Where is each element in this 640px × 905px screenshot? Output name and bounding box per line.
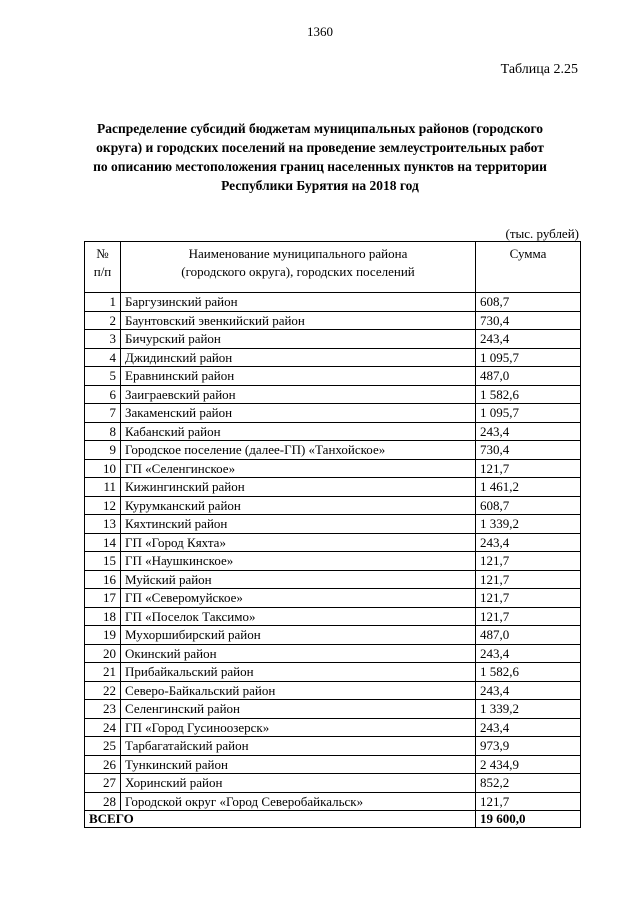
table-row xyxy=(85,515,581,534)
row-name: Городской округ «Город Северобайкальск» xyxy=(121,792,476,811)
units-label: (тыс. рублей) xyxy=(505,226,579,241)
row-sum: 1 339,2 xyxy=(476,515,581,534)
row-sum: 852,2 xyxy=(476,774,581,793)
header-name xyxy=(121,242,476,293)
row-sum: 608,7 xyxy=(476,496,581,515)
row-number: 22 xyxy=(85,681,121,700)
document-title xyxy=(80,119,560,195)
table-row xyxy=(85,700,581,719)
row-sum: 243,4 xyxy=(476,422,581,441)
row-name: Тарбагатайский район xyxy=(121,737,476,756)
table-row xyxy=(85,663,581,682)
table-row xyxy=(85,385,581,404)
table-header-row xyxy=(85,242,581,293)
row-sum: 487,0 xyxy=(476,626,581,645)
table-row xyxy=(85,718,581,737)
page-number: 1360 xyxy=(307,24,333,39)
header-name-line2: (городского округа), городских поселений xyxy=(181,264,415,279)
row-number: 21 xyxy=(85,663,121,682)
row-sum: 121,7 xyxy=(476,792,581,811)
row-sum: 121,7 xyxy=(476,459,581,478)
row-name: Хоринский район xyxy=(121,774,476,793)
row-name: Селенгинский район xyxy=(121,700,476,719)
total-sum: 19 600,0 xyxy=(476,811,581,828)
row-name: Бичурский район xyxy=(121,330,476,349)
row-number: 11 xyxy=(85,478,121,497)
table-row xyxy=(85,293,581,312)
title-line: по описанию местоположения границ населенных пунктов на территории xyxy=(93,159,547,174)
row-number: 4 xyxy=(85,348,121,367)
row-number: 1 xyxy=(85,293,121,312)
table-row xyxy=(85,404,581,423)
row-number: 2 xyxy=(85,311,121,330)
row-number: 26 xyxy=(85,755,121,774)
subsidy-table xyxy=(84,241,581,828)
row-name: Городское поселение (далее-ГП) «Танхойское» xyxy=(121,441,476,460)
row-sum: 1 339,2 xyxy=(476,700,581,719)
row-sum: 2 434,9 xyxy=(476,755,581,774)
table-row xyxy=(85,737,581,756)
row-name: ГП «Город Гусиноозерск» xyxy=(121,718,476,737)
table-row xyxy=(85,681,581,700)
header-name-line1: Наименование муниципального района xyxy=(188,246,408,261)
row-number: 6 xyxy=(85,385,121,404)
row-name: Кяхтинский район xyxy=(121,515,476,534)
header-number xyxy=(85,242,121,293)
row-name: Мухоршибирский район xyxy=(121,626,476,645)
row-name: ГП «Селенгинское» xyxy=(121,459,476,478)
table-row xyxy=(85,348,581,367)
row-name: Кабанский район xyxy=(121,422,476,441)
table-row xyxy=(85,311,581,330)
table-row xyxy=(85,589,581,608)
row-name: Еравнинский район xyxy=(121,367,476,386)
row-number: 14 xyxy=(85,533,121,552)
row-name: Баунтовский эвенкийский район xyxy=(121,311,476,330)
row-name: Курумканский район xyxy=(121,496,476,515)
row-name: Джидинский район xyxy=(121,348,476,367)
row-number: 16 xyxy=(85,570,121,589)
row-name: Северо-Байкальский район xyxy=(121,681,476,700)
row-sum: 730,4 xyxy=(476,441,581,460)
row-number: 15 xyxy=(85,552,121,571)
row-number: 18 xyxy=(85,607,121,626)
row-sum: 1 095,7 xyxy=(476,404,581,423)
row-sum: 1 095,7 xyxy=(476,348,581,367)
header-number-line2: п/п xyxy=(93,264,112,279)
row-number: 17 xyxy=(85,589,121,608)
row-sum: 1 582,6 xyxy=(476,385,581,404)
row-sum: 487,0 xyxy=(476,367,581,386)
row-sum: 243,4 xyxy=(476,718,581,737)
row-number: 24 xyxy=(85,718,121,737)
row-name: Окинский район xyxy=(121,644,476,663)
table-row xyxy=(85,774,581,793)
row-sum: 608,7 xyxy=(476,293,581,312)
table-row xyxy=(85,422,581,441)
table-row xyxy=(85,496,581,515)
row-number: 3 xyxy=(85,330,121,349)
row-number: 8 xyxy=(85,422,121,441)
table-row xyxy=(85,552,581,571)
row-sum: 243,4 xyxy=(476,533,581,552)
header-number-line1: № xyxy=(96,246,109,261)
table-row xyxy=(85,570,581,589)
row-name: Прибайкальский район xyxy=(121,663,476,682)
row-sum: 730,4 xyxy=(476,311,581,330)
row-number: 20 xyxy=(85,644,121,663)
total-label: ВСЕГО xyxy=(85,811,476,828)
row-name: ГП «Город Кяхта» xyxy=(121,533,476,552)
title-line: Распределение субсидий бюджетам муниципальных районов (городского xyxy=(96,121,544,136)
row-number: 13 xyxy=(85,515,121,534)
row-sum: 243,4 xyxy=(476,330,581,349)
row-number: 12 xyxy=(85,496,121,515)
title-line: округа) и городских поселений на проведение землеустроительных работ xyxy=(96,140,544,155)
table-row xyxy=(85,367,581,386)
row-number: 10 xyxy=(85,459,121,478)
row-sum: 1 582,6 xyxy=(476,663,581,682)
row-name: Муйский район xyxy=(121,570,476,589)
table-row xyxy=(85,644,581,663)
total-row xyxy=(85,811,581,828)
row-name: ГП «Поселок Таксимо» xyxy=(121,607,476,626)
row-sum: 121,7 xyxy=(476,570,581,589)
row-number: 9 xyxy=(85,441,121,460)
table-row xyxy=(85,330,581,349)
table-row xyxy=(85,533,581,552)
table-label: Таблица 2.25 xyxy=(500,62,578,77)
row-number: 28 xyxy=(85,792,121,811)
row-sum: 121,7 xyxy=(476,552,581,571)
table-row xyxy=(85,478,581,497)
table-row xyxy=(85,459,581,478)
row-name: ГП «Наушкинское» xyxy=(121,552,476,571)
row-sum: 973,9 xyxy=(476,737,581,756)
row-name: ГП «Северомуйское» xyxy=(121,589,476,608)
title-line: Республики Бурятия на 2018 год xyxy=(221,178,419,193)
row-sum: 121,7 xyxy=(476,607,581,626)
table-row xyxy=(85,755,581,774)
row-number: 19 xyxy=(85,626,121,645)
table-row xyxy=(85,626,581,645)
row-number: 23 xyxy=(85,700,121,719)
row-name: Кижингинский район xyxy=(121,478,476,497)
row-sum: 243,4 xyxy=(476,644,581,663)
row-name: Заиграевский район xyxy=(121,385,476,404)
row-sum: 243,4 xyxy=(476,681,581,700)
row-number: 7 xyxy=(85,404,121,423)
row-sum: 121,7 xyxy=(476,589,581,608)
row-number: 5 xyxy=(85,367,121,386)
row-name: Тункинский район xyxy=(121,755,476,774)
row-name: Баргузинский район xyxy=(121,293,476,312)
header-sum: Сумма xyxy=(476,242,581,293)
table-row xyxy=(85,792,581,811)
table-row xyxy=(85,607,581,626)
row-number: 27 xyxy=(85,774,121,793)
table-row xyxy=(85,441,581,460)
row-number: 25 xyxy=(85,737,121,756)
row-sum: 1 461,2 xyxy=(476,478,581,497)
row-name: Закаменский район xyxy=(121,404,476,423)
